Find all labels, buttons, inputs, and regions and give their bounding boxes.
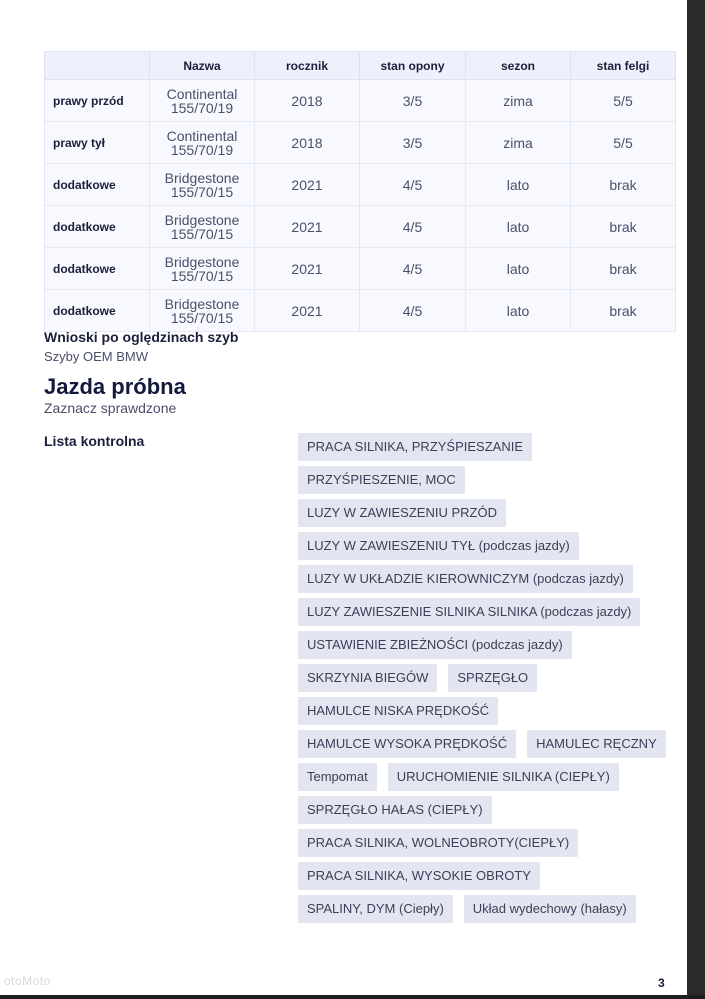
table-row [45,164,676,206]
checklist-chip[interactable]: USTAWIENIE ZBIEŻNOŚCI (podczas jazdy) [298,631,572,659]
chip-row [298,862,658,890]
chip-row [298,664,658,692]
cell-position: prawy przód [45,80,150,122]
cell-name-size: 155/70/19 [170,141,234,158]
checklist-chip[interactable]: Układ wydechowy (hałasy) [464,895,636,923]
cell-tire-condition: 3/5 [360,80,466,122]
checklist-chip[interactable]: PRACA SILNIKA, WYSOKIE OBROTY [298,862,540,890]
cell-name [150,80,255,122]
cell-year: 2021 [255,164,360,206]
checklist-chip[interactable]: SPRZĘGŁO HAŁAS (CIEPŁY) [298,796,492,824]
glass-section-value: Szyby OEM BMW [44,349,149,364]
cell-season: zima [466,80,571,122]
cell-position: dodatkowe [45,206,150,248]
chip-row [298,466,658,494]
cell-name [150,122,255,164]
chip-row [298,631,658,659]
tires-table [44,51,676,332]
checklist-chip[interactable]: HAMULCE NISKA PRĘDKOŚĆ [298,697,498,725]
checklist-chip[interactable]: HAMULEC RĘCZNY [527,730,666,758]
checklist-chip[interactable]: PRACA SILNIKA, WOLNEOBROTY(CIEPŁY) [298,829,578,857]
cell-name [150,290,255,332]
chip-row [298,763,658,791]
cell-tire-condition: 4/5 [360,248,466,290]
cell-rim-condition: brak [571,248,676,290]
chip-row [298,499,658,527]
column-header [45,52,150,80]
cell-name-brand: Bridgestone [164,169,240,186]
column-header-rim-condition: stan felgi [571,52,676,80]
page-number: 3 [658,976,665,990]
cell-name-brand: Bridgestone [164,211,240,228]
chip-row [298,730,658,758]
test-drive-subtitle: Zaznacz sprawdzone [44,400,177,416]
checklist-chip[interactable]: PRACA SILNIKA, PRZYŚPIESZANIE [298,433,532,461]
cell-position: dodatkowe [45,164,150,206]
cell-name-size: 155/70/15 [170,309,234,326]
checklist-chip[interactable]: LUZY W ZAWIESZENIU TYŁ (podczas jazdy) [298,532,579,560]
cell-rim-condition: brak [571,290,676,332]
checklist-chip[interactable]: LUZY W UKŁADZIE KIEROWNICZYM (podczas jazdy) [298,565,633,593]
bottom-edge-bar [0,995,705,999]
checklist-chip[interactable]: SPRZĘGŁO [448,664,537,692]
cell-rim-condition: 5/5 [571,122,676,164]
cell-year: 2021 [255,290,360,332]
cell-rim-condition: brak [571,206,676,248]
cell-name-size: 155/70/15 [170,225,234,242]
chip-row [298,565,658,593]
checklist-chip[interactable]: HAMULCE WYSOKA PRĘDKOŚĆ [298,730,516,758]
cell-tire-condition: 4/5 [360,290,466,332]
cell-season: zima [466,122,571,164]
glass-section-title: Wnioski po oględzinach szyb [44,329,239,345]
cell-name [150,164,255,206]
column-header-name: Nazwa [150,52,255,80]
checklist-chip[interactable]: Tempomat [298,763,377,791]
cell-name [150,248,255,290]
cell-name-brand: Continental [166,85,238,102]
checklist-chip[interactable]: SKRZYNIA BIEGÓW [298,664,437,692]
cell-name [150,206,255,248]
column-header-year: rocznik [255,52,360,80]
checklist-chip[interactable]: LUZY W ZAWIESZENIU PRZÓD [298,499,506,527]
cell-name-size: 155/70/15 [170,267,234,284]
cell-year: 2021 [255,206,360,248]
cell-tire-condition: 4/5 [360,164,466,206]
right-edge-bar [687,0,705,999]
table-row [45,122,676,164]
watermark: otoMoto [4,974,51,988]
test-drive-title: Jazda próbna [44,374,186,399]
cell-name-brand: Bridgestone [164,253,240,270]
cell-position: dodatkowe [45,248,150,290]
checklist-chip[interactable]: LUZY ZAWIESZENIE SILNIKA SILNIKA (podczas jazdy) [298,598,640,626]
table-header-row [45,52,676,80]
cell-position: dodatkowe [45,290,150,332]
cell-name-brand: Bridgestone [164,295,240,312]
checklist-chip[interactable]: URUCHOMIENIE SILNIKA (CIEPŁY) [388,763,619,791]
table-row [45,80,676,122]
chip-row [298,829,658,857]
cell-name-brand: Continental [166,127,238,144]
checklist-chip[interactable]: PRZYŚPIESZENIE, MOC [298,466,465,494]
cell-year: 2021 [255,248,360,290]
chip-row [298,796,658,824]
cell-tire-condition: 3/5 [360,122,466,164]
table-row [45,248,676,290]
cell-name-size: 155/70/15 [170,183,234,200]
cell-year: 2018 [255,122,360,164]
checklist-chip[interactable]: SPALINY, DYM (Ciepły) [298,895,453,923]
cell-year: 2018 [255,80,360,122]
cell-season: lato [466,248,571,290]
checklist-label: Lista kontrolna [44,433,145,449]
column-header-season: sezon [466,52,571,80]
checklist-chips [298,433,658,928]
cell-position: prawy tył [45,122,150,164]
cell-tire-condition: 4/5 [360,206,466,248]
table-row [45,290,676,332]
column-header-tire-condition: stan opony [360,52,466,80]
chip-row [298,697,658,725]
chip-row [298,598,658,626]
chip-row [298,532,658,560]
cell-season: lato [466,290,571,332]
cell-rim-condition: brak [571,164,676,206]
table-row [45,206,676,248]
cell-season: lato [466,206,571,248]
chip-row [298,895,658,923]
cell-rim-condition: 5/5 [571,80,676,122]
cell-season: lato [466,164,571,206]
cell-name-size: 155/70/19 [170,99,234,116]
chip-row [298,433,658,461]
